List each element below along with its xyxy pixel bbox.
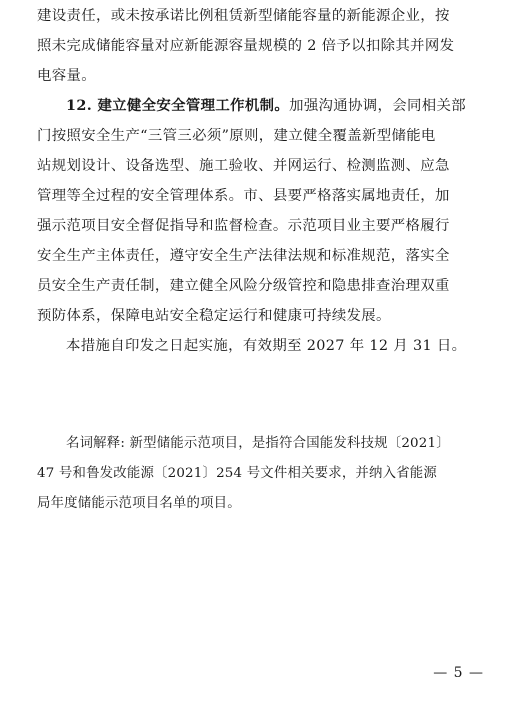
note-line: 名词解释: 新型储能示范项目，是指符合国能发科技规〔2021〕: [66, 436, 450, 451]
paragraph-line: 安全生产主体责任，遵守安全生产法律法规和标准规范，落实全: [37, 248, 450, 264]
term-explanation-note: [37, 429, 487, 519]
paragraph-line: 预防体系，保障电站安全稳定运行和健康可持续发展。: [37, 308, 391, 324]
note-line: 局年度储能示范项目名单的项目。: [37, 496, 241, 511]
section-12-heading: 12. 建立健全安全管理工作机制。: [66, 97, 290, 114]
page-number: — 5 —: [433, 665, 484, 681]
paragraph-line: 管理等全过程的安全管理体系。市、县要严格落实属地责任，加: [37, 188, 450, 204]
section-12-first-line-text: 加强沟通协调，会同相关部: [289, 98, 466, 114]
paragraph-line: 员安全生产责任制，建立健全风险分级管控和隐患排查治理双重: [37, 278, 450, 294]
paragraph-line: 电容量。: [37, 68, 96, 84]
paragraph-line: 照未完成储能容量对应新能源容量规模的 2 倍予以扣除其并网发: [37, 38, 455, 54]
paragraph-continuation: [37, 1, 487, 91]
paragraph-line: 强示范项目安全督促指导和监督检查。示范项目业主要严格履行: [37, 218, 450, 234]
note-line: 47 号和鲁发改能源〔2021〕254 号文件相关要求，并纳入省能源: [37, 466, 437, 481]
paragraph-line: 建设责任，或未按承诺比例租赁新型储能容量的新能源企业，按: [37, 8, 450, 24]
paragraph-line: 站规划设计、设备选型、施工验收、并网运行、检测监测、应急: [37, 158, 450, 174]
effective-date-paragraph: [37, 331, 487, 361]
section-12-paragraph: [37, 91, 487, 331]
paragraph-line: 门按照安全生产“三管三必须”原则，建立健全覆盖新型储能电: [37, 128, 436, 144]
section-12-first-line: [37, 91, 487, 121]
effective-date-text: 本措施自印发之日起实施，有效期至 2027 年 12 月 31 日。: [66, 338, 467, 354]
